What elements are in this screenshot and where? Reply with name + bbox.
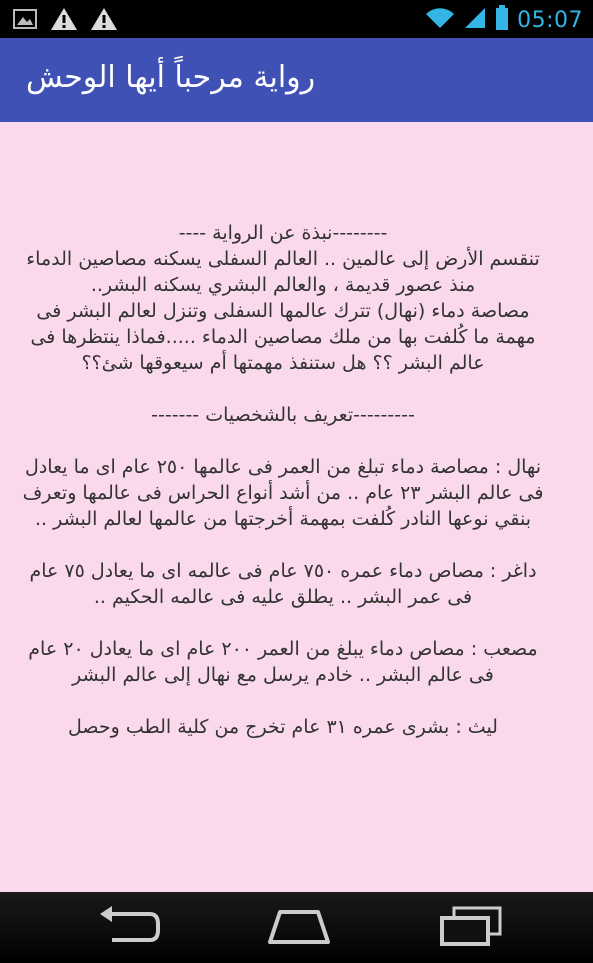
signal-icon bbox=[463, 6, 487, 34]
home-icon[interactable] bbox=[264, 906, 334, 950]
paragraph-characters-heading: ---------تعريف بالشخصيات ------- bbox=[151, 404, 415, 426]
story-content[interactable] bbox=[0, 122, 593, 892]
paragraph-character-dagher: داغر : مصاص دماء عمره ٧٥٠ عام فى عالمه اى ما يعادل ٧٥ عام فى عمر البشر .. يطلق عليه فى عالمه الحكيم .. bbox=[29, 560, 537, 608]
system-indicators bbox=[425, 5, 583, 35]
image-icon bbox=[12, 7, 38, 35]
notification-icons bbox=[12, 7, 118, 35]
recent-apps-icon[interactable] bbox=[438, 906, 504, 950]
app-bar bbox=[0, 38, 593, 122]
paragraph-character-laith: ليث : بشرى عمره ٣١ عام تخرج من كلية الطب وحصل bbox=[68, 716, 498, 738]
status-bar bbox=[0, 0, 593, 38]
app-title: رواية مرحباً أيها الوحش bbox=[26, 60, 316, 95]
warning-icon bbox=[50, 7, 78, 35]
battery-icon bbox=[495, 5, 509, 35]
navigation-bar bbox=[0, 892, 593, 963]
paragraph-summary: --------نبذة عن الرواية ---- تنقسم الأرض إلى عالمين .. العالم السفلى يسكنه مصاصين الدماء منذ عصور قديمة ، والعالم البشري يسكنه البشر.. bbox=[26, 222, 540, 296]
warning-icon bbox=[90, 7, 118, 35]
story-text bbox=[18, 220, 548, 766]
clock: 05:07 bbox=[517, 7, 583, 33]
paragraph-plot: مصاصة دماء (نهال) تترك عالمها السفلى وتنزل لعالم البشر فى مهمة ما كُلفت بها من ملك مصاصين الدماء .....فماذا ينتظرها فى عالم البشر ؟؟ هل ستنفذ مهمتها أم سيعوقها شئ؟؟ bbox=[30, 300, 536, 374]
paragraph-character-nahal: نهال : مصاصة دماء تبلغ من العمر فى عالمها ٢٥٠ عام اى ما يعادل فى عالم البشر ٢٣ عام .. من أشد أنواع الحراس فى عالمها وتعرف بنقي نوعها النادر كُلفت بمهمة أخرجتها من عالمها لعالم البشر .. bbox=[22, 456, 544, 530]
paragraph-character-musab: مصعب : مصاص دماء يبلغ من العمر ٢٠٠ عام اى ما يعادل ٢٠ عام فى عالم البشر .. خادم يرسل مع نهال إلى عالم البشر bbox=[28, 638, 538, 686]
wifi-icon bbox=[425, 6, 455, 34]
back-icon[interactable] bbox=[96, 906, 162, 950]
